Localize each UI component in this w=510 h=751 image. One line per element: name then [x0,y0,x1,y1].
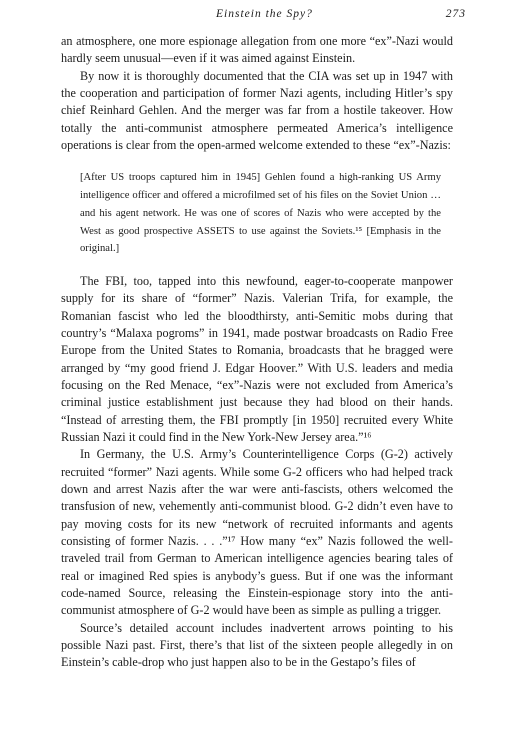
page-body [61,33,453,672]
paragraph-fbi: The FBI, too, tapped into this newfound, eager-to-cooperate manpower supply for its share of “former” Nazis. Valerian Trifa, for example, the Romanian fascist who led the bloodthirsty, anti-Semitic mobs during that country’s “Malaxa pogroms” in 1941, made postwar broadcasts on Radio Free Europe from the United States to Romania, broadcasts that he bragged were arranged by “my good friend J. Edgar Hoover.” With U.S. leaders and media focusing on the Red Menace, “ex”-Nazis were not excluded from America’s criminal justice establishment just because they had blood on their hands. “Instead of arresting them, the FBI promptly [in 1950] recruited every White Russian Nazi it could find in the New York-New Jersey area.”¹⁶ [61,273,453,445]
paragraph-cia: By now it is thoroughly documented that the CIA was set up in 1947 with the cooperation and participation of former Nazi agents, including Hitler’s spy chief Reinhard Gehlen. And the merger was far from a hostile takeover. How totally the anti-communist atmosphere permeated America’s intelligence operations is clear from the open-armed welcome extended to these “ex”-Nazis: [61,68,453,153]
running-title: Einstein the Spy? [216,8,313,20]
paragraph-germany: In Germany, the U.S. Army’s Counterintelligence Corps (G-2) actively recruited “former” Nazi agents. While some G-2 officers who had helped track down and arrest Nazis after the war were anti-fascists, others welcomed the transfusion of new, vehemently anti-communist blood. G-2 didn’t even have to pay moving costs for its new “network of recruited informants and agents consisting of former Nazis. . . .”¹⁷ How many “ex” Nazis followed the well-traveled trail from German to American intelligence agencies bearing tales of real or imagined Red spies is anybody’s guess. But if one was the informant code-named Source, releasing the Einstein-espionage story into the anti-communist atmosphere of G-2 would have been as simple as pulling a trigger. [61,447,453,618]
paragraph-source: Source’s detailed account includes inadvertent arrows pointing to his possible Nazi past. First, there’s that list of the sixteen people allegedly in on Einstein’s cable-drop who just happen also to be in the Gestapo’s files of [61,620,453,670]
running-header [60,8,466,26]
page-number: 273 [445,8,466,20]
block-quote: [After US troops captured him in 1945] Gehlen found a high-ranking US Army intelligence officer and offered a microfilmed set of his files on the Soviet Union … and his agent network. He was one of scores of Nazis who were accepted by the West as good prospective ASSETS to use against the Soviets.¹⁵ [Emphasis in the original.] [80,172,441,255]
paragraph-continued: an atmosphere, one more espionage allegation from one more “ex”-Nazi would hardly seem unusual—even if it was aimed against Einstein. [61,34,453,66]
